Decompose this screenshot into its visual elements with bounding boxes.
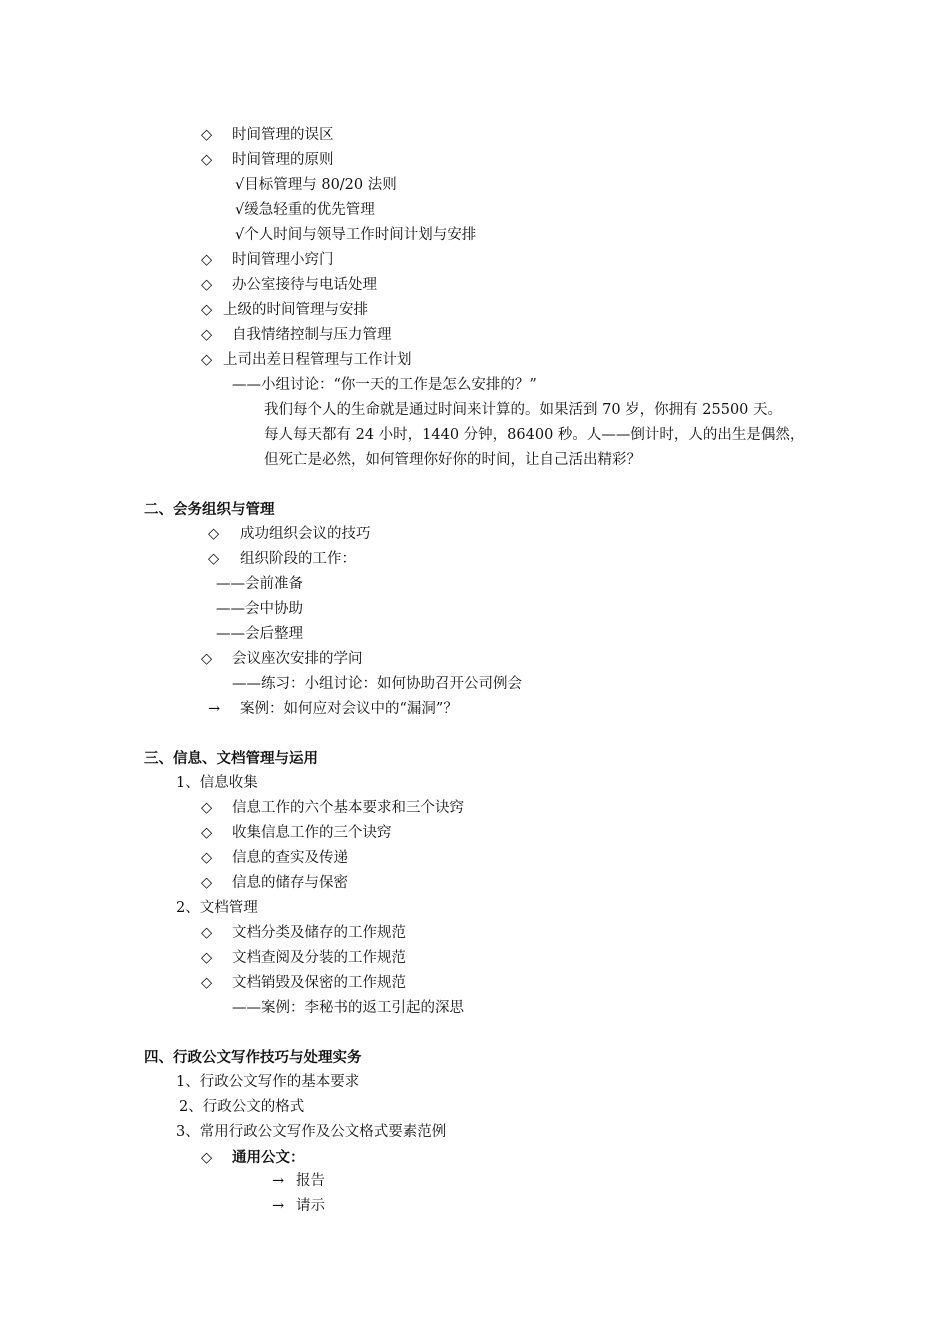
dash-item: [216, 572, 303, 597]
diamond-bullet-icon: ◇: [201, 127, 213, 143]
line-text: ——会前准备: [216, 576, 303, 592]
bullet-line: [201, 248, 334, 273]
check-item: [235, 173, 397, 198]
line-text: ——练习：小组讨论：如何协助召开公司例会: [232, 676, 522, 692]
paragraph-line: [264, 423, 804, 448]
diamond-bullet-icon: ◇: [201, 352, 213, 368]
diamond-bullet-icon: ◇: [201, 850, 213, 866]
bullet-line: [201, 796, 464, 821]
line-text: 信息的查实及传递: [232, 850, 348, 866]
line-text: 自我情绪控制与压力管理: [232, 327, 392, 343]
arrow-right-icon: →: [272, 1198, 285, 1214]
line-text: 会议座次安排的学问: [232, 651, 363, 667]
line-text: ——会后整理: [216, 626, 303, 642]
line-text: 上级的时间管理与安排: [223, 302, 368, 318]
diamond-bullet-icon: ◇: [201, 327, 213, 343]
diamond-bullet-icon: ◇: [201, 875, 213, 891]
case-line: [232, 996, 464, 1021]
bullet-line: [201, 647, 363, 672]
line-text: 办公室接待与电话处理: [232, 277, 377, 293]
diamond-bullet-icon: ◇: [201, 302, 213, 318]
bullet-line: [201, 348, 412, 373]
line-text: 每人每天都有 24 小时，1440 分钟，86400 秒。人——倒计时，人的出生是偶然，: [264, 427, 805, 443]
line-text: 请示: [296, 1198, 325, 1214]
line-text: √缓急轻重的优先管理: [235, 202, 375, 218]
line-text: 通用公文：: [232, 1149, 305, 1166]
exercise-line: [232, 672, 522, 697]
line-text: 文档销毁及保密的工作规范: [232, 975, 406, 991]
arrow-right-icon: →: [208, 701, 221, 717]
subsection-heading: [176, 1070, 359, 1095]
line-text: √个人时间与领导工作时间计划与安排: [235, 227, 477, 243]
heading-text: 四、行政公文写作技巧与处理实务: [144, 1049, 362, 1066]
bullet-line: [201, 871, 348, 896]
line-text: √目标管理与 80/20 法则: [235, 177, 397, 193]
section-heading: [144, 746, 318, 771]
arrow-line: [208, 697, 458, 722]
line-text: 成功组织会议的技巧: [240, 526, 371, 542]
bullet-line: [201, 971, 406, 996]
line-text: 信息工作的六个基本要求和三个诀窍: [232, 800, 464, 816]
line-text: 文档查阅及分装的工作规范: [232, 950, 406, 966]
arrow-right-icon: →: [272, 1173, 285, 1189]
subsection-heading: [179, 1095, 304, 1120]
line-text: 文档分类及储存的工作规范: [232, 925, 406, 941]
line-text: 3、常用行政公文写作及公文格式要素范例: [176, 1124, 447, 1140]
line-text: 时间管理的原则: [232, 152, 334, 168]
bullet-line: [201, 1145, 305, 1171]
line-text: 组织阶段的工作：: [240, 551, 356, 567]
line-text: 2、行政公文的格式: [179, 1099, 305, 1115]
check-item: [235, 198, 375, 223]
bullet-line: [208, 522, 371, 547]
line-text: 信息的储存与保密: [232, 875, 348, 891]
line-text: 报告: [296, 1173, 325, 1189]
line-text: 我们每个人的生命就是通过时间来计算的。如果活到 70 岁，你拥有 25500 天。: [264, 402, 783, 418]
heading-text: 二、会务组织与管理: [144, 501, 275, 518]
paragraph-line: [264, 398, 782, 423]
bullet-line: [201, 298, 368, 323]
heading-text: 三、信息、文档管理与运用: [144, 750, 318, 767]
line-text: 1、行政公文写作的基本要求: [176, 1074, 360, 1090]
diamond-bullet-icon: ◇: [208, 526, 220, 542]
diamond-bullet-icon: ◇: [208, 551, 220, 567]
line-text: 时间管理的误区: [232, 127, 334, 143]
bullet-line: [208, 547, 356, 572]
bullet-line: [201, 148, 334, 173]
diamond-bullet-icon: ◇: [201, 651, 213, 667]
discussion-line: [232, 373, 537, 398]
bullet-line: [201, 946, 406, 971]
arrow-line: [272, 1169, 325, 1194]
subsection-heading: [176, 771, 258, 796]
bullet-line: [201, 273, 377, 298]
dash-item: [216, 622, 303, 647]
subsection-heading: [176, 896, 258, 921]
line-text: ——小组讨论：“你一天的工作是怎么安排的？”: [232, 377, 537, 393]
section-heading: [144, 497, 275, 522]
line-text: 收集信息工作的三个诀窍: [232, 825, 392, 841]
diamond-bullet-icon: ◇: [201, 925, 213, 941]
bullet-line: [201, 921, 406, 946]
diamond-bullet-icon: ◇: [201, 277, 213, 293]
line-text: 但死亡是必然，如何管理你好你的时间，让自己活出精彩？: [264, 452, 641, 468]
diamond-bullet-icon: ◇: [201, 950, 213, 966]
line-text: 上司出差日程管理与工作计划: [223, 352, 412, 368]
diamond-bullet-icon: ◇: [201, 975, 213, 991]
line-text: 案例：如何应对会议中的“漏洞”？: [240, 701, 458, 717]
line-text: ——案例：李秘书的返工引起的深思: [232, 1000, 464, 1016]
line-text: 1、信息收集: [176, 775, 258, 791]
diamond-bullet-icon: ◇: [201, 825, 213, 841]
arrow-line: [272, 1194, 325, 1219]
check-item: [235, 223, 476, 248]
diamond-bullet-icon: ◇: [201, 152, 213, 168]
bullet-line: [201, 821, 392, 846]
line-text: 时间管理小窍门: [232, 252, 334, 268]
paragraph-line: [264, 448, 641, 473]
subsection-heading: [176, 1120, 446, 1145]
bullet-line: [201, 323, 392, 348]
diamond-bullet-icon: ◇: [201, 800, 213, 816]
line-text: 2、文档管理: [176, 900, 258, 916]
section-heading: [144, 1045, 362, 1070]
diamond-bullet-icon: ◇: [201, 1150, 213, 1166]
dash-item: [216, 597, 303, 622]
bullet-line: [201, 123, 334, 148]
bullet-line: [201, 846, 348, 871]
diamond-bullet-icon: ◇: [201, 252, 213, 268]
line-text: ——会中协助: [216, 601, 303, 617]
